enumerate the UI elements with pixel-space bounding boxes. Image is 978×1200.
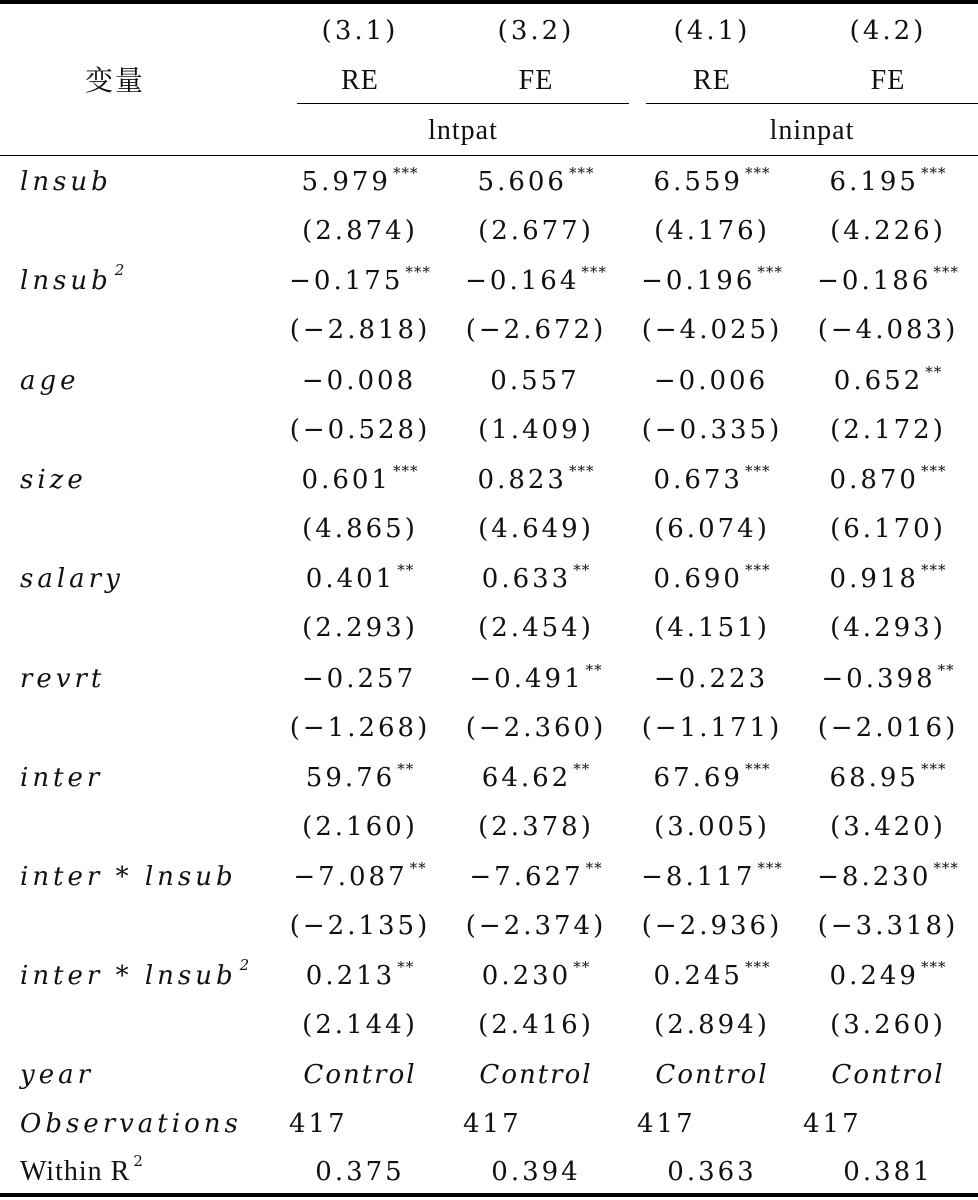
t-statistic: (2.378) bbox=[478, 812, 594, 842]
coefficient-cell bbox=[272, 157, 448, 207]
significance-stars: *** bbox=[392, 164, 419, 182]
dependent-var-rule-2 bbox=[646, 103, 978, 104]
t-statistic: (3.420) bbox=[830, 812, 946, 842]
variable-column-header: 变量 bbox=[84, 64, 145, 97]
coefficient-cell bbox=[448, 157, 624, 207]
coefficient-cell bbox=[800, 356, 976, 406]
coefficient-cell bbox=[800, 554, 976, 604]
coefficient-cell bbox=[624, 455, 800, 505]
t-statistic: (−1.268) bbox=[289, 713, 431, 743]
model-number-4: (4.2) bbox=[849, 16, 927, 46]
row-label-text: revrt bbox=[20, 664, 106, 694]
coefficient-value: −0.491 bbox=[469, 664, 584, 694]
significance-stars: ** bbox=[585, 859, 603, 877]
within-r2-value-3: 0.363 bbox=[667, 1157, 757, 1187]
coefficient-cell bbox=[800, 753, 976, 803]
significance-stars: *** bbox=[920, 958, 947, 976]
row-label-text: size bbox=[20, 465, 87, 495]
t-statistic: (4.226) bbox=[830, 216, 946, 246]
model-number-2: (3.2) bbox=[497, 16, 575, 46]
coefficient-cell bbox=[448, 951, 624, 1001]
year-value-4: Control bbox=[831, 1060, 945, 1090]
coefficient-cell bbox=[272, 256, 448, 306]
within-r2-label bbox=[20, 1147, 270, 1197]
row-label-text: lnsub bbox=[20, 266, 112, 296]
coefficient-value: 0.870 bbox=[829, 465, 919, 495]
within-r2-value-2: 0.394 bbox=[491, 1157, 581, 1187]
observations-label: Observations bbox=[20, 1109, 242, 1139]
significance-stars: *** bbox=[920, 462, 947, 480]
t-statistic: (2.172) bbox=[830, 415, 946, 445]
year-label: year bbox=[20, 1060, 95, 1090]
significance-stars: *** bbox=[568, 462, 595, 480]
coefficient-value: −0.186 bbox=[817, 266, 932, 296]
significance-stars: ** bbox=[397, 760, 415, 778]
t-statistic: (−0.335) bbox=[641, 415, 783, 445]
coefficient-value: −0.257 bbox=[301, 664, 417, 694]
row-label-superscript: 2 bbox=[114, 261, 125, 279]
row-label-superscript: 2 bbox=[239, 956, 250, 974]
coefficient-cell bbox=[624, 554, 800, 604]
significance-stars: *** bbox=[744, 958, 771, 976]
coefficient-value: −7.087 bbox=[293, 862, 408, 892]
coefficient-value: 0.213 bbox=[305, 961, 396, 991]
coefficient-cell bbox=[448, 256, 624, 306]
coefficient-value: 0.249 bbox=[829, 961, 919, 991]
row-label bbox=[20, 852, 270, 902]
significance-stars: ** bbox=[409, 859, 427, 877]
t-statistic: (−3.318) bbox=[817, 911, 959, 941]
row-label bbox=[20, 753, 270, 803]
coefficient-value: −0.398 bbox=[821, 664, 936, 694]
significance-stars: *** bbox=[568, 164, 595, 182]
coefficient-cell bbox=[448, 654, 624, 704]
t-statistic: (2.454) bbox=[478, 613, 594, 643]
coefficient-value: 0.673 bbox=[653, 465, 743, 495]
coefficient-cell bbox=[448, 455, 624, 505]
coefficient-cell bbox=[800, 455, 976, 505]
estimator-2: FE bbox=[518, 65, 554, 96]
t-statistic: (4.151) bbox=[654, 613, 770, 643]
coefficient-value: −0.164 bbox=[465, 266, 580, 296]
observations-value-1: 417 bbox=[289, 1109, 348, 1139]
t-statistic: (−1.171) bbox=[641, 713, 783, 743]
coefficient-value: 0.918 bbox=[829, 564, 919, 594]
significance-stars: ** bbox=[937, 661, 955, 679]
significance-stars: *** bbox=[392, 462, 419, 480]
row-label bbox=[20, 256, 270, 306]
coefficient-value: 59.76 bbox=[305, 763, 396, 793]
coefficient-value: −0.006 bbox=[653, 366, 769, 396]
significance-stars: ** bbox=[397, 958, 415, 976]
significance-stars: *** bbox=[405, 263, 431, 281]
significance-stars: ** bbox=[573, 760, 591, 778]
t-statistic: (−2.360) bbox=[465, 713, 607, 743]
row-label bbox=[20, 554, 270, 604]
t-statistic: (−2.936) bbox=[641, 911, 783, 941]
t-statistic: (4.293) bbox=[830, 613, 946, 643]
coefficient-cell bbox=[448, 356, 624, 406]
coefficient-value: 6.195 bbox=[829, 167, 919, 197]
coefficient-value: 0.633 bbox=[481, 564, 572, 594]
t-statistic: (2.677) bbox=[478, 216, 594, 246]
t-statistic: (4.649) bbox=[478, 514, 594, 544]
row-label-text: inter bbox=[20, 763, 104, 793]
significance-stars: *** bbox=[744, 164, 771, 182]
coefficient-value: −0.223 bbox=[653, 664, 769, 694]
t-statistic: (−4.083) bbox=[817, 315, 959, 345]
t-statistic: (3.260) bbox=[830, 1010, 946, 1040]
significance-stars: *** bbox=[744, 462, 771, 480]
coefficient-value: −0.196 bbox=[641, 266, 756, 296]
significance-stars: *** bbox=[920, 760, 947, 778]
row-label-text: salary bbox=[20, 564, 124, 594]
t-statistic: (1.409) bbox=[478, 415, 594, 445]
t-statistic: (2.144) bbox=[302, 1010, 418, 1040]
row-label bbox=[20, 157, 270, 207]
coefficient-value: 67.69 bbox=[653, 763, 743, 793]
within-r2-text: Within R bbox=[20, 1156, 131, 1187]
observations-value-3: 417 bbox=[637, 1109, 696, 1139]
significance-stars: *** bbox=[757, 263, 783, 281]
t-statistic: (4.865) bbox=[302, 514, 418, 544]
coefficient-cell bbox=[624, 256, 800, 306]
estimator-3: RE bbox=[693, 65, 731, 96]
significance-stars: *** bbox=[920, 164, 947, 182]
t-statistic: (2.416) bbox=[478, 1010, 594, 1040]
coefficient-cell bbox=[272, 852, 448, 902]
dependent-var-lninpat: lninpat bbox=[769, 115, 855, 146]
coefficient-value: 5.606 bbox=[477, 167, 567, 197]
row-label bbox=[20, 356, 270, 406]
coefficient-cell bbox=[624, 356, 800, 406]
coefficient-value: 0.823 bbox=[477, 465, 567, 495]
row-label-text: inter * lnsub bbox=[20, 862, 237, 892]
coefficient-value: 0.690 bbox=[653, 564, 743, 594]
t-statistic: (2.160) bbox=[302, 812, 418, 842]
coefficient-cell bbox=[800, 852, 976, 902]
significance-stars: ** bbox=[397, 561, 415, 579]
t-statistic: (−4.025) bbox=[641, 315, 783, 345]
coefficient-cell bbox=[624, 157, 800, 207]
coefficient-cell bbox=[624, 654, 800, 704]
coefficient-cell bbox=[272, 654, 448, 704]
model-number-1: (3.1) bbox=[321, 16, 399, 46]
estimator-1: RE bbox=[341, 65, 379, 96]
coefficient-value: 0.230 bbox=[481, 961, 572, 991]
coefficient-value: 68.95 bbox=[829, 763, 919, 793]
t-statistic: (−2.374) bbox=[465, 911, 607, 941]
coefficient-value: −0.175 bbox=[289, 266, 404, 296]
significance-stars: ** bbox=[573, 561, 591, 579]
coefficient-cell bbox=[624, 852, 800, 902]
t-statistic: (−2.016) bbox=[817, 713, 959, 743]
coefficient-cell bbox=[448, 753, 624, 803]
significance-stars: *** bbox=[933, 859, 959, 877]
row-label-text: age bbox=[20, 366, 80, 396]
row-label bbox=[20, 654, 270, 704]
coefficient-cell bbox=[800, 256, 976, 306]
coefficient-cell bbox=[272, 554, 448, 604]
significance-stars: *** bbox=[744, 760, 771, 778]
coefficient-value: −7.627 bbox=[469, 862, 584, 892]
t-statistic: (2.894) bbox=[654, 1010, 770, 1040]
estimator-4: FE bbox=[870, 65, 906, 96]
within-r2-value-1: 0.375 bbox=[315, 1157, 405, 1187]
coefficient-cell bbox=[272, 753, 448, 803]
row-label-text: inter * lnsub bbox=[20, 961, 237, 991]
significance-stars: ** bbox=[925, 363, 943, 381]
coefficient-cell bbox=[800, 654, 976, 704]
dependent-var-rule-1 bbox=[297, 103, 629, 104]
t-statistic: (2.293) bbox=[302, 613, 418, 643]
coefficient-value: 0.245 bbox=[653, 961, 743, 991]
coefficient-value: −8.230 bbox=[817, 862, 932, 892]
coefficient-value: 64.62 bbox=[481, 763, 572, 793]
t-statistic: (4.176) bbox=[654, 216, 770, 246]
significance-stars: *** bbox=[744, 561, 771, 579]
coefficient-value: 0.652 bbox=[833, 366, 924, 396]
coefficient-cell bbox=[624, 951, 800, 1001]
row-label-text: lnsub bbox=[20, 167, 112, 197]
t-statistic: (−2.672) bbox=[465, 315, 607, 345]
year-value-1: Control bbox=[303, 1060, 417, 1090]
coefficient-value: 0.557 bbox=[490, 366, 580, 396]
significance-stars: *** bbox=[920, 561, 947, 579]
significance-stars: ** bbox=[585, 661, 603, 679]
coefficient-value: 0.401 bbox=[305, 564, 396, 594]
coefficient-value: 6.559 bbox=[653, 167, 743, 197]
significance-stars: ** bbox=[573, 958, 591, 976]
within-r2-value-4: 0.381 bbox=[843, 1157, 933, 1187]
within-r2-superscript: 2 bbox=[133, 1152, 143, 1170]
t-statistic: (2.874) bbox=[302, 216, 418, 246]
coefficient-value: 0.601 bbox=[301, 465, 391, 495]
t-statistic: (3.005) bbox=[654, 812, 770, 842]
coefficient-cell bbox=[448, 852, 624, 902]
significance-stars: *** bbox=[757, 859, 783, 877]
coefficient-cell bbox=[624, 753, 800, 803]
significance-stars: *** bbox=[933, 263, 959, 281]
year-value-3: Control bbox=[655, 1060, 769, 1090]
coefficient-cell bbox=[800, 951, 976, 1001]
t-statistic: (−2.135) bbox=[289, 911, 431, 941]
observations-value-2: 417 bbox=[463, 1109, 522, 1139]
significance-stars: *** bbox=[581, 263, 607, 281]
coefficient-value: 5.979 bbox=[301, 167, 391, 197]
t-statistic: (6.170) bbox=[830, 514, 946, 544]
observations-value-4: 417 bbox=[803, 1109, 862, 1139]
t-statistic: (−0.528) bbox=[289, 415, 431, 445]
model-number-3: (4.1) bbox=[673, 16, 751, 46]
coefficient-cell bbox=[448, 554, 624, 604]
header-rule bbox=[0, 155, 978, 156]
coefficient-cell bbox=[800, 157, 976, 207]
t-statistic: (6.074) bbox=[654, 514, 770, 544]
row-label bbox=[20, 455, 270, 505]
dependent-var-lntpat: lntpat bbox=[428, 115, 498, 146]
coefficient-cell bbox=[272, 455, 448, 505]
coefficient-value: −0.008 bbox=[301, 366, 417, 396]
row-label bbox=[20, 951, 270, 1001]
coefficient-value: −8.117 bbox=[641, 862, 756, 892]
year-value-2: Control bbox=[479, 1060, 593, 1090]
t-statistic: (−2.818) bbox=[289, 315, 431, 345]
coefficient-cell bbox=[272, 356, 448, 406]
coefficient-cell bbox=[272, 951, 448, 1001]
